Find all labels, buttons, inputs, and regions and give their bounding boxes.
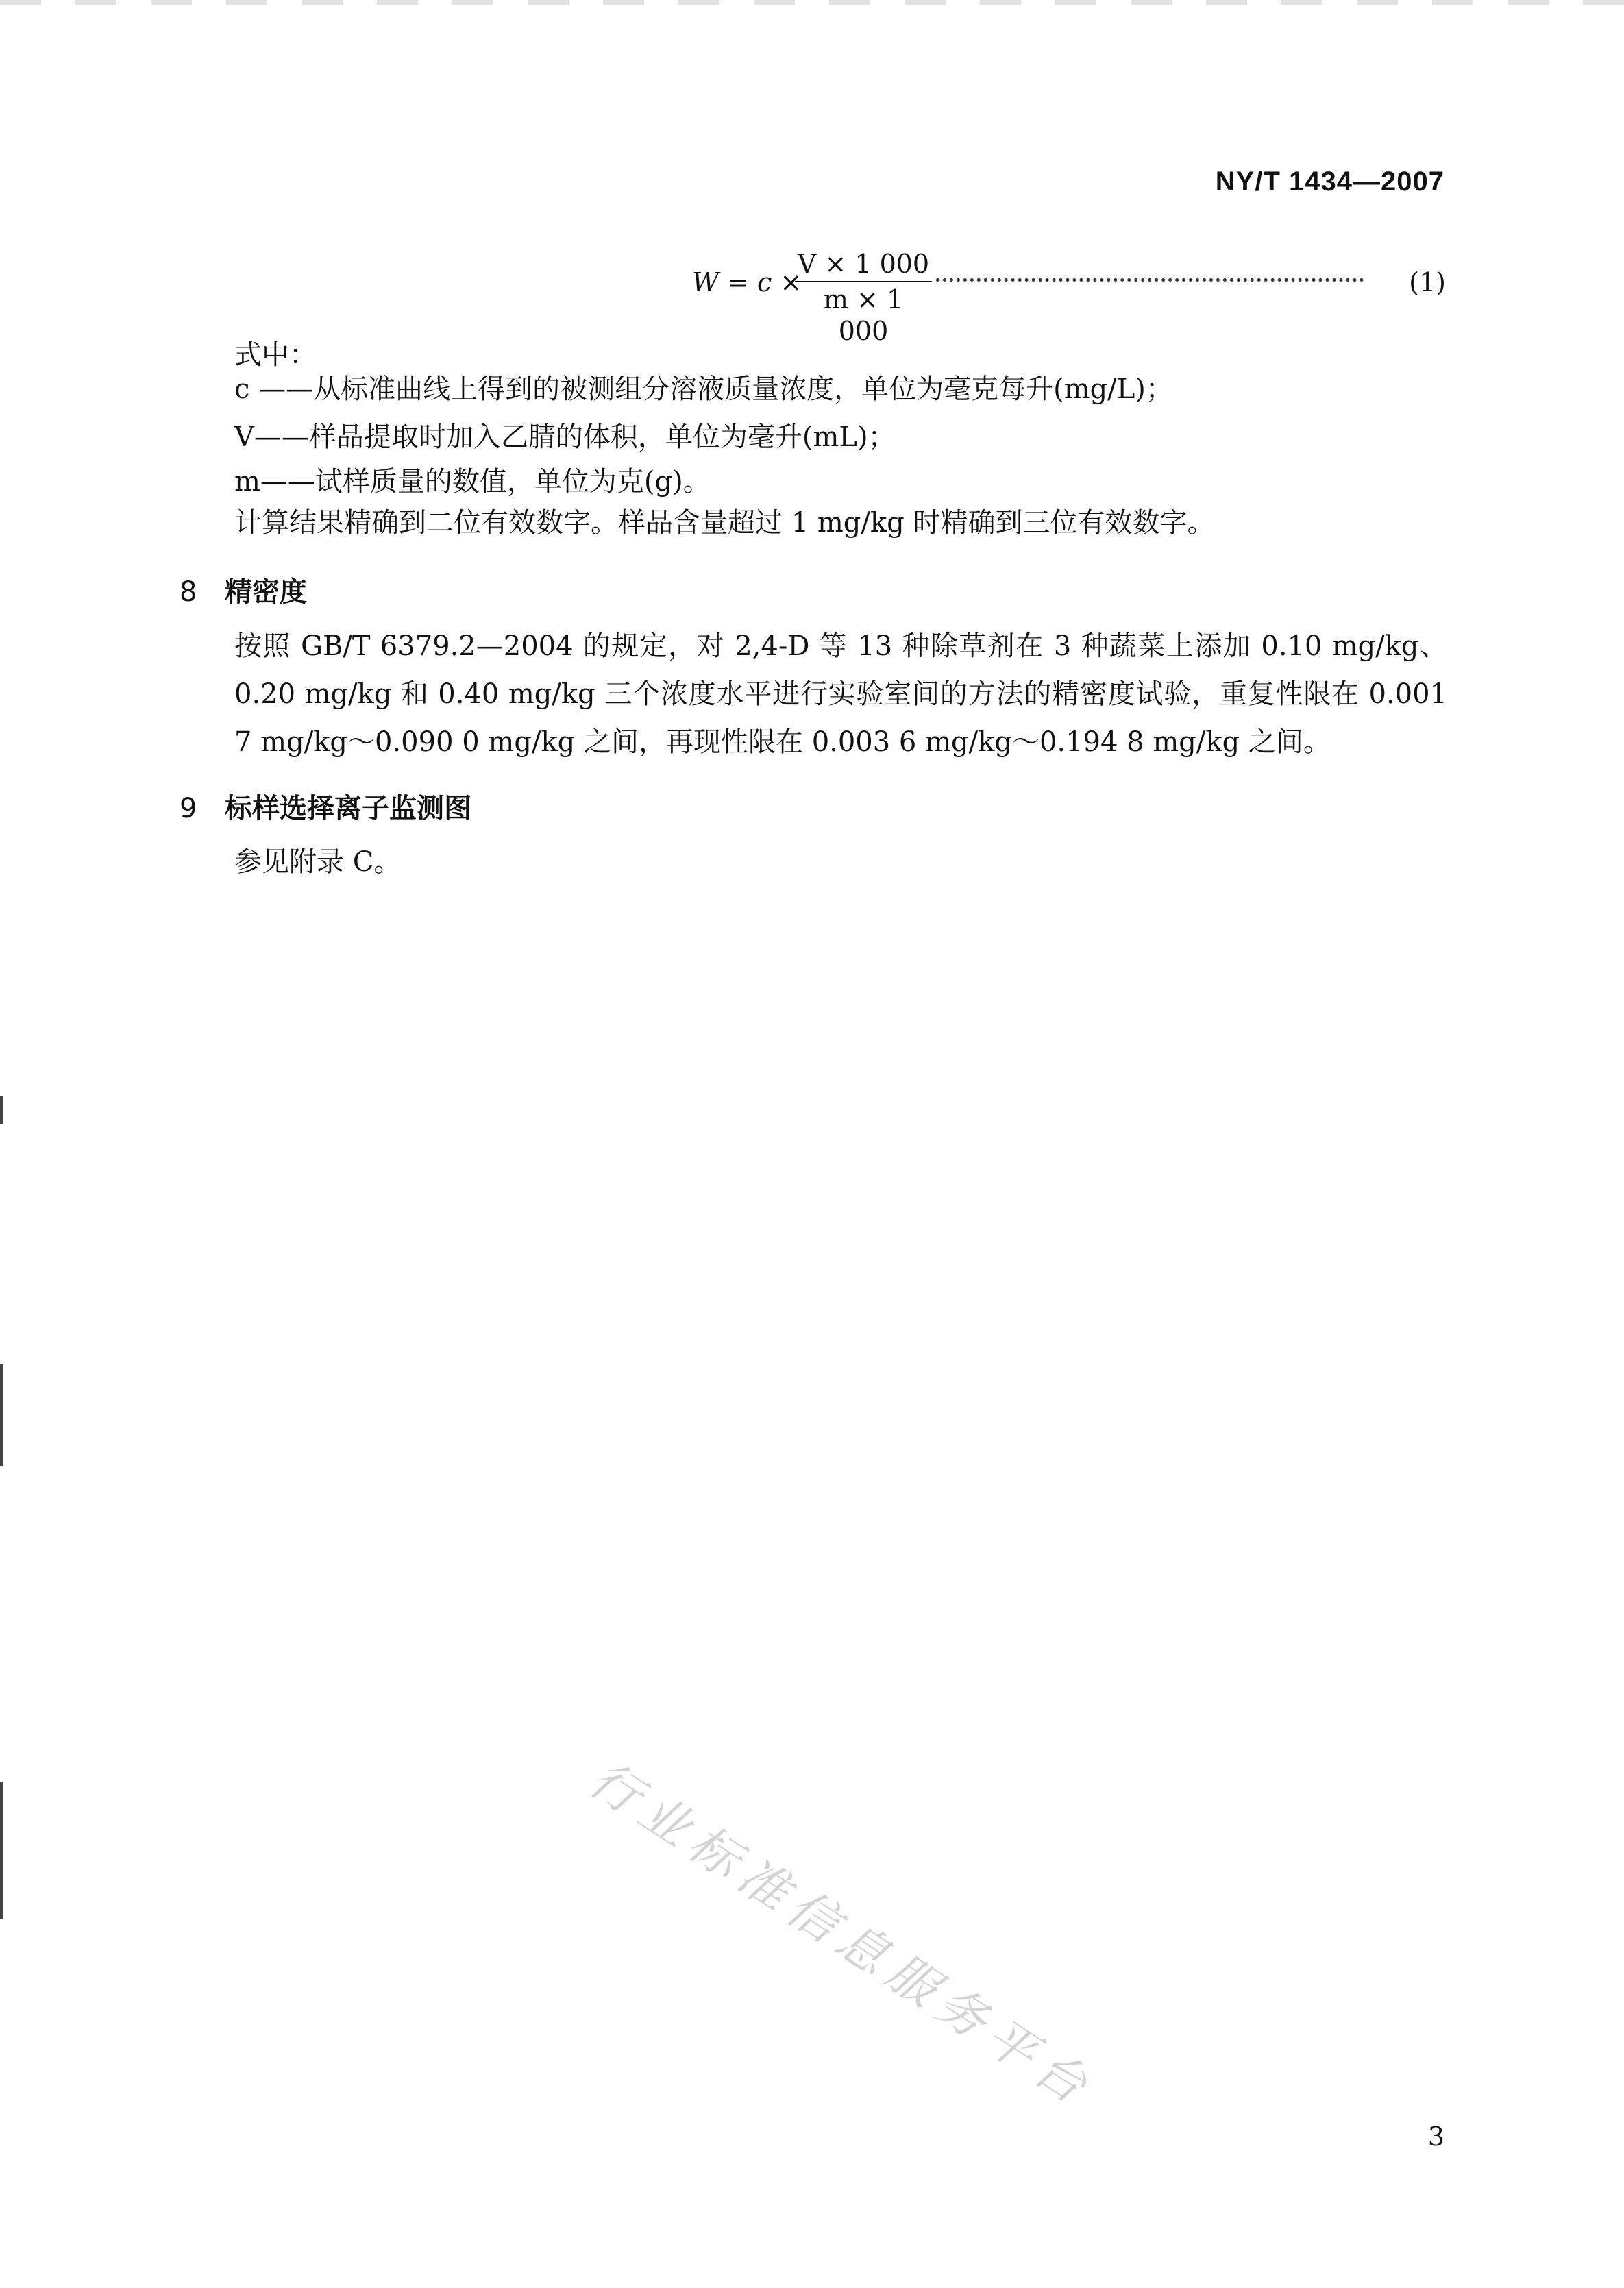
standard-code-header: NY/T 1434—2007 bbox=[1215, 167, 1444, 197]
formula-lhs: W = c × bbox=[692, 267, 802, 297]
definition-m: m——试样质量的数值，单位为克(g)。 bbox=[234, 466, 711, 497]
formula-numerator: V × 1 000 bbox=[797, 249, 930, 279]
watermark: 行业标准信息服务平台 bbox=[579, 1749, 1105, 2119]
scan-edge-mark bbox=[0, 1096, 3, 1124]
equation-number: (1) bbox=[1409, 267, 1446, 297]
section-9-text: 参见附录 C。 bbox=[234, 846, 402, 878]
section-9-heading bbox=[180, 787, 471, 826]
section-8-paragraph: 按照 GB/T 6379.2—2004 的规定，对 2,4-D 等 13 种除草剂在 3 种蔬菜上添加 0.10 mg/kg、0.20 mg/kg 和 0.40 mg/kg 三个浓度水平进行实验室间的方法的精密度试验，重复性限在 0.001 7 mg/kg～0.090 0 mg/kg 之间，再现性限在 0.003 6 mg/kg～0.194 8 mg/kg 之间。 bbox=[234, 630, 1447, 758]
formula-fraction bbox=[795, 248, 932, 346]
definitions-intro: 式中： bbox=[234, 339, 317, 371]
section-8-number: 8 bbox=[180, 576, 197, 608]
scan-edge-mark bbox=[0, 1364, 3, 1466]
fraction-bar bbox=[795, 281, 932, 282]
scan-edge-mark bbox=[0, 1782, 3, 1919]
formula-1 bbox=[692, 248, 1446, 346]
section-8-heading bbox=[180, 570, 307, 609]
section-9-number: 9 bbox=[180, 793, 197, 824]
section-9-title: 标样选择离子监测图 bbox=[225, 793, 471, 824]
top-scan-border bbox=[0, 0, 1624, 5]
definition-v: V——样品提取时加入乙腈的体积，单位为毫升(mL)； bbox=[234, 421, 896, 453]
definition-c: c ——从标准曲线上得到的被测组分溶液质量浓度，单位为毫克每升(mg/L)； bbox=[234, 373, 1173, 405]
calculation-note: 计算结果精确到二位有效数字。样品含量超过 1 mg/kg 时精确到三位有效数字。 bbox=[234, 507, 1215, 539]
formula-denominator: m × 1 000 bbox=[823, 284, 904, 346]
section-8-title: 精密度 bbox=[225, 576, 307, 608]
leader-dots bbox=[936, 278, 1364, 282]
page-number: 3 bbox=[1427, 2121, 1444, 2152]
